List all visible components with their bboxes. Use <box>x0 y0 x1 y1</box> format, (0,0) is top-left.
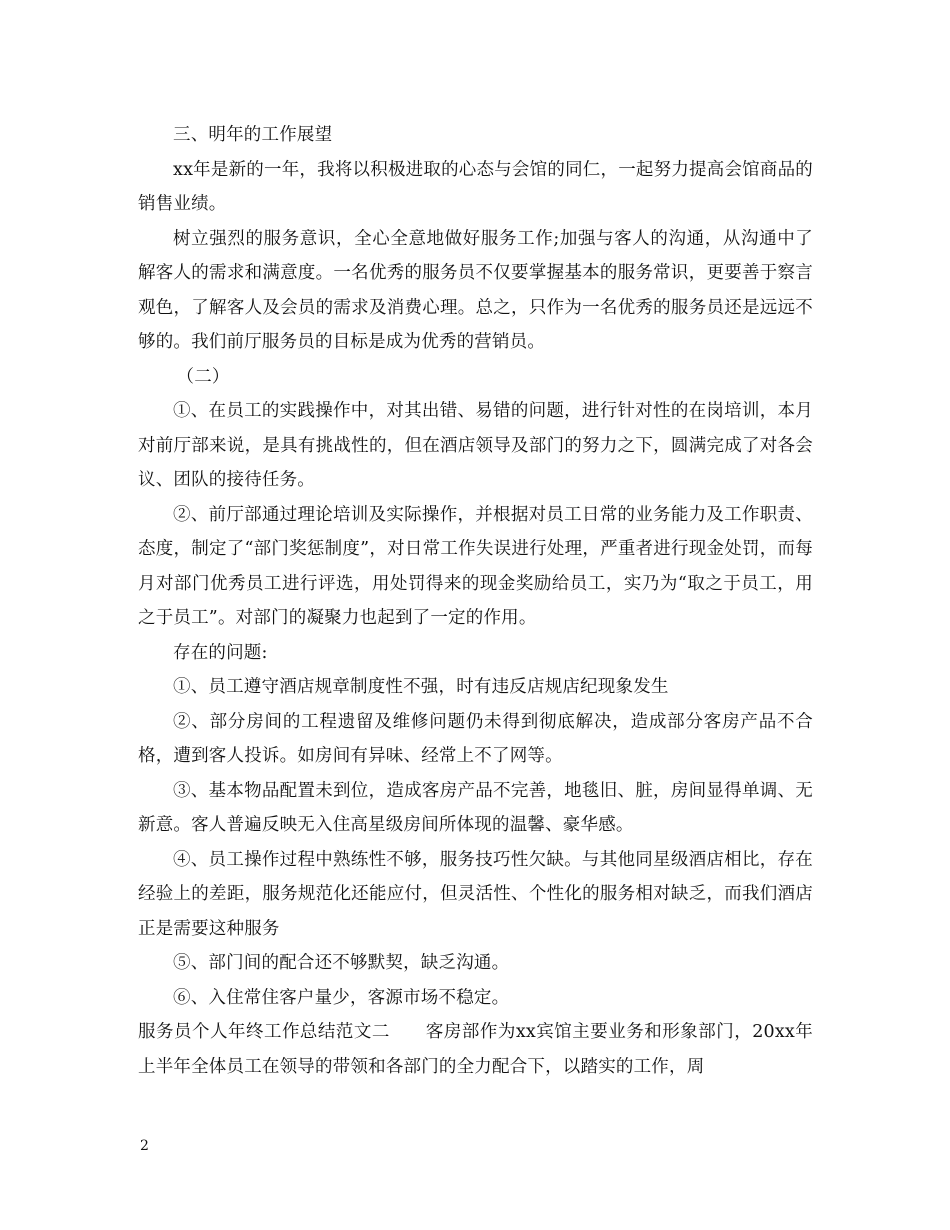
document-body <box>138 118 813 1084</box>
paragraph-existing-problems-heading: 存在的问题: <box>173 642 268 663</box>
paragraph-item-1-training: ①、在员工的实践操作中，对其出错、易错的问题，进行针对性的在岗培训，本月对前厅部来说，是具有挑战性的，但在酒店领导及部门的努力之下，圆满完成了对各会议、团队的接待任务。 <box>138 401 813 490</box>
paragraph-next-year: xx年是新的一年，我将以积极进取的心态与会馆的同仁，一起努力提高会馆商品的销售业绩。 <box>138 159 813 214</box>
paragraph-problem-1: ①、员工遵守酒店规章制度性不强，时有违反店规店纪现象发生 <box>173 677 669 697</box>
paragraph-item-2-reward-system: ②、前厅部通过理论培训及实际操作，并根据对员工日常的业务能力及工作职责、态度，制定了“部门奖惩制度”，对日常工作失误进行处理，严重者进行现金处罚，而每月对部门优秀员工进行评选，用处罚得来的现金奖励给员工，实乃为“取之于员工，用之于员工”。对部门的凝聚力也起到了一定的作用。 <box>138 504 813 628</box>
paragraph-sample-two-intro: 服务员个人年终工作总结范文二 客房部作为xx宾馆主要业务和形象部门，20xx年上半年全体员工在领导的带领和各部门的全力配合下，以踏实的工作，周 <box>138 1022 813 1077</box>
subsection-heading-two: （二） <box>176 366 230 387</box>
page-number: 2 <box>140 1138 149 1154</box>
paragraph-problem-5: ⑤、部门间的配合还不够默契，缺乏沟通。 <box>173 953 510 973</box>
paragraph-problem-2: ②、部分房间的工程遗留及维修问题仍未得到彻底解决，造成部分客房产品不合格，遭到客人投诉。如房间有异味、经常上不了网等。 <box>138 711 813 766</box>
paragraph-problem-6: ⑥、入住常住客户量少，客源市场不稳定。 <box>173 987 510 1008</box>
section-heading-outlook: 三、明年的工作展望 <box>173 125 333 145</box>
paragraph-problem-3: ③、基本物品配置未到位，造成客房产品不完善，地毯旧、脏，房间显得单调、无新意。客人普遍反映无入住高星级房间所体现的温馨、豪华感。 <box>138 780 813 835</box>
paragraph-service-awareness: 树立强烈的服务意识，全心全意地做好服务工作;加强与客人的沟通，从沟通中了解客人的需求和满意度。一名优秀的服务员不仅要掌握基本的服务常识，更要善于察言观色，了解客人及会员的需求及消费心理。总之，只作为一名优秀的服务员还是远远不够的。我们前厅服务员的目标是成为优秀的营销员。 <box>138 228 813 352</box>
paragraph-problem-4: ④、员工操作过程中熟练性不够，服务技巧性欠缺。与其他同星级酒店相比，存在经验上的差距，服务规范化还能应付，但灵活性、个性化的服务相对缺乏，而我们酒店正是需要这种服务 <box>138 849 813 939</box>
